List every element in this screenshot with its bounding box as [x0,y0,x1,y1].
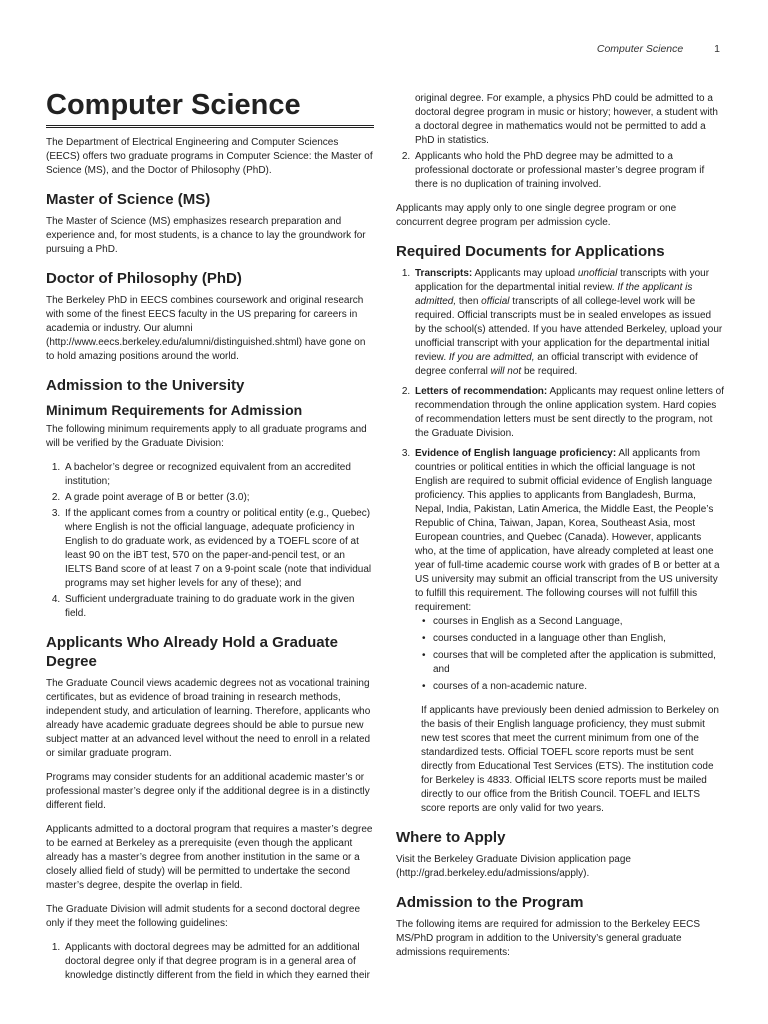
list-item: 2. Applicants who hold the PhD degree may be admitted to a professional doctorate or professional master’s degree program if there is no duplication of training involved. [413,150,724,192]
grad-paragraph-4: The Graduate Division will admit students for a second doctoral degree only if they meet the following guidelines: [46,904,361,929]
text-run: Applicants may upload [472,268,578,279]
single-program-paragraph: Applicants may apply only to one single degree program or one concurrent degree program per admission cycle. [396,203,677,228]
second-doctoral-list [46,941,374,983]
text-run: official [481,296,510,307]
text-run: If the applicant is admitted, [415,282,693,307]
list-item: 1. Applicants with doctoral degrees may be admitted for an additional doctoral degree only if that degree program is in a general area of knowledge distinctly different from the field in which they earned their [63,941,374,983]
list-item: 1. A bachelor’s degree or recognized equivalent from an accredited institution; [63,461,374,489]
admission-program-heading: Admission to the Program [396,894,584,911]
text-run: If you are admitted, [448,352,535,363]
left-column [46,88,374,993]
list-item-letters [413,385,724,441]
text-run: unofficial [577,268,618,279]
list-item: • courses conducted in a language other than English, [431,632,724,646]
where-to-apply-heading: Where to Apply [396,829,506,846]
running-header [597,43,720,55]
phd-paragraph: The Berkeley PhD in EECS combines coursework and original research with some of the finest EECS faculty in the US preparing for careers in academia or industry. Our alumni (http://www.eecs.berkeley.edu/alumni/distinguished.shtml) have gone on to hold amazing positions around the world. [46,295,366,362]
ms-heading: Master of Science (MS) [46,191,211,208]
list-item-transcripts [413,267,724,379]
transcripts-label: Transcripts: [415,268,473,279]
excluded-courses-list [415,615,724,694]
text-run: then [456,296,482,307]
where-to-apply-paragraph: Visit the Berkeley Graduate Division application page (http://grad.berkeley.edu/admissions/apply). [396,854,631,879]
list-item-english [413,447,724,694]
grad-paragraph-3: Applicants admitted to a doctoral program that requires a master’s degree to be earned at Berkeley as a prerequisite (even though the applicant already has a master’s degree from another institution in the same or a closely allied field of study) will be permitted to undertake the second master’s degree, despite the overlap in field. [46,824,373,891]
page-number: 1 [714,43,720,55]
text-run: an official transcript with evidence of degree conferral [415,352,698,377]
right-column [396,92,724,970]
admission-program-paragraph: The following items are required for admission to the Berkeley EECS MS/PhD program in addition to the University’s general graduate admissions requirements: [396,919,701,958]
page-title: Computer Science [46,88,374,128]
text-run: will not [490,366,522,377]
list-item-continuation: original degree. For example, a physics PhD could be admitted to a doctoral degree program in music or history; however, a student with a doctoral degree in mathematics would not be permitted to add a PhD in statistics. [415,93,718,146]
minreq-paragraph: The following minimum requirements apply to all graduate programs and will be verified by the Graduate Division: [46,424,367,449]
text-run: be required. [521,366,578,377]
second-doctoral-list-cont [396,150,724,192]
english-note-paragraph: If applicants have previously been denied admission to Berkeley on the basis of their English language proficiency, they must submit new test scores that meet the current minimum from one of the standardized tests. Official TOEFL score reports must be sent directly from Educational Test Services (ETS). The institution code for Berkeley is 4833. Official IELTS score reports must be mailed directly to our office from the British Council. TOEFL and IELTS score reports are only valid for two years. [421,705,719,814]
list-item: • courses of a non-academic nature. [431,680,724,694]
text-run: transcripts with your application for the departmental initial review. [415,268,710,293]
required-docs-list [396,267,724,694]
list-item: • courses that will be completed after the application is submitted, and [431,649,724,677]
minreq-list [46,461,374,621]
text-run: Applicants may request online letters of recommendation through the online application system. Hard copies of recommendation letters must be sent directly to the program, not the Graduate Division. [415,386,725,439]
grad-degree-heading: Applicants Who Already Hold a Graduate Degree [46,634,338,670]
letters-label: Letters of recommendation: [415,386,548,397]
list-item: 4. Sufficient undergraduate training to do graduate work in the given field. [63,593,374,621]
text-run: transcripts of all college-level work will be required. Official transcripts must be in sealed envelopes as issued by the school(s) attended. If you have attended Berkeley, upload your unofficial transcript with your application for the departmental initial review. [415,296,723,363]
list-item: 3. If the applicant comes from a country or political entity (e.g., Quebec) where English is not the official language, adequate proficiency in English to do graduate work, as evidenced by a TOEFL score of at least 90 on the iBT test, 570 on the paper-and-pencil test, or an IELTS Band score of at least 7 on a 9-point scale (note that individual programs may set higher levels for any of these); and [63,507,374,591]
grad-paragraph-1: The Graduate Council views academic degrees not as vocational training certificates, but as evidence of broad training in research methods, independent study, and articulation of learning. Therefore, applicants who already have academic graduate degrees should be able to pursue new subject matter at an advanced level without the need to enroll in a related or similar graduate program. [46,678,371,759]
english-label: Evidence of English language proficiency: [415,448,617,459]
list-item: 2. A grade point average of B or better (3.0); [63,491,374,505]
phd-heading: Doctor of Philosophy (PhD) [46,270,242,287]
intro-paragraph: The Department of Electrical Engineering and Computer Sciences (EECS) offers two graduate programs in Computer Science: the Master of Science (MS), and the Doctor of Philosophy (PhD). [46,137,373,176]
text-run: All applicants from countries or political entities in which the official language is not English are required to submit official evidence of English language proficiency. This applies to applicants from Bangladesh, Burma, Nepal, India, Pakistan, Latin America, the Middle East, the People’s Republic of China, Taiwan, Japan, Korea, Southeast Asia, most European countries, and Quebec (Canada). However, applicants who, at the time of application, have already completed at least one year of full-time academic course work with grades of B or better at a US university may submit an official transcript from the US university to fulfill this requirement. The following courses will not fulfill this requirement: [415,448,720,613]
list-item: • courses in English as a Second Language, [431,615,724,629]
required-docs-heading: Required Documents for Applications [396,243,665,260]
ms-paragraph: The Master of Science (MS) emphasizes research preparation and experience and, for most students, is a chance to lay the groundwork for pursuing a PhD. [46,216,366,255]
grad-paragraph-2: Programs may consider students for an additional academic master’s or professional master’s degree only if the additional degree is in a distinctly different field. [46,772,370,811]
minreq-heading: Minimum Requirements for Admission [46,402,303,418]
running-title: Computer Science [596,43,684,55]
admission-heading: Admission to the University [46,377,245,394]
